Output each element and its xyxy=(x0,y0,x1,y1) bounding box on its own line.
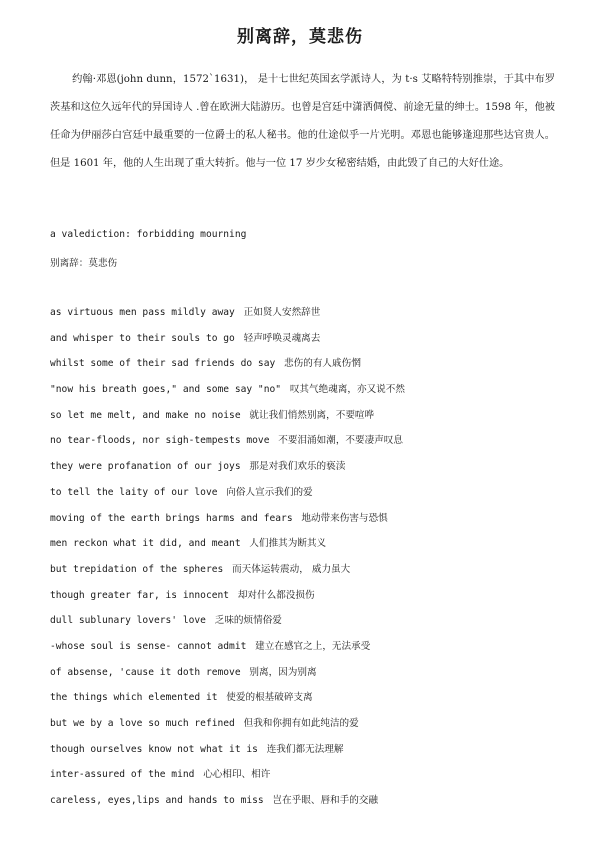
poem-title-chinese: 别离辞：莫悲伤 xyxy=(50,258,118,269)
poem-line-chinese: 而天体运转震动， 威力虽大 xyxy=(232,563,351,575)
poem-line-english: "now his breath goes," and some say "no" xyxy=(50,384,282,396)
poem-line xyxy=(50,486,570,512)
poem-line-english: -whose soul is sense- cannot admit xyxy=(50,640,247,652)
poem-line xyxy=(50,537,570,563)
poem-line-chinese: 别离，因为别离 xyxy=(249,666,317,678)
poem-line-english: but we by a love so much refined xyxy=(50,718,235,729)
poem-line-chinese: 乏味的烦情俗爱 xyxy=(214,615,282,627)
poem-line-english: they were profanation of our joys xyxy=(50,461,241,473)
poem-line-english: so let me melt, and make no noise xyxy=(50,409,241,421)
poem-line-english: inter-assured of the mind xyxy=(50,769,195,781)
poem-line xyxy=(50,357,570,383)
poem-line-english: and whisper to their souls to go xyxy=(50,332,235,344)
poem-line xyxy=(50,563,570,589)
poem-line-chinese: 使爱的根基破碎支离 xyxy=(226,692,313,704)
poem-line-chinese: 不要泪涌如潮，不要凄声叹息 xyxy=(278,435,403,447)
poem-line xyxy=(50,691,570,717)
poem-line-chinese: 岂在乎眼、唇和手的交融 xyxy=(272,795,379,807)
poem-line-chinese: 地动带来伤害与恐惧 xyxy=(301,512,388,524)
poem-line xyxy=(50,589,570,615)
poem-line-english: moving of the earth brings harms and fears xyxy=(50,512,293,524)
poem-line-english: to tell the laity of our love xyxy=(50,486,218,498)
poem-line xyxy=(50,512,570,538)
poem-line-english: the things which elemented it xyxy=(50,692,218,704)
page-title: 别离辞，莫悲伤 xyxy=(237,27,363,47)
poem-line-chinese: 悲伤的有人戚伤惘 xyxy=(284,358,361,370)
poem-line-chinese: 人们推其为断其义 xyxy=(249,538,327,550)
poem-line-chinese: 就让我们悄然别离，不要喧哗 xyxy=(249,409,375,421)
poem-line xyxy=(50,666,570,692)
poem-line-english: careless, eyes,lips and hands to miss xyxy=(50,795,264,807)
poem-line xyxy=(50,434,570,460)
poem-line-chinese: 连我们都无法理解 xyxy=(266,743,344,755)
poem-line-chinese: 建立在感官之上，无法承受 xyxy=(255,640,371,652)
poem-line-chinese: 向俗人宣示我们的爱 xyxy=(226,486,313,498)
poem-line-english: of absense, 'cause it doth remove xyxy=(50,666,241,678)
poem-line xyxy=(50,460,570,486)
poem-line-english: dull sublunary lovers' love xyxy=(50,615,206,627)
poem-line xyxy=(50,794,570,820)
poem-lines xyxy=(50,306,570,820)
poem-line xyxy=(50,332,570,358)
intro-text: 约翰·邓恩(john dunn，1572`1631)， 是十七世纪英国玄学派诗人，为 t·s 艾略特特别推崇，于其中布罗茨基和这位久远年代的异国诗人 .曾在欧洲大陆游历。也曾是宫廷中潇洒倜傥、前途无量的绅士。1598 年，他被任命为伊丽莎白宫廷中最重要的一位爵士的私人秘书。他的仕途似乎一片光明。邓恩也能够逢迎那些达官贵人。但是 1601 年，他的人生出现了重大转折。他与一位 17 岁少女秘密结婚，由此毁了自己的大好仕途。 xyxy=(50,74,555,169)
poem-line-chinese: 心心相印、相许 xyxy=(203,769,271,781)
poem-line-chinese: 正如贤人安然辞世 xyxy=(243,307,321,318)
poem-line-english: though greater far, is innocent xyxy=(50,589,230,601)
poem-line-chinese: 叹其气绝魂离，亦又说不然 xyxy=(289,384,405,396)
poem-line-chinese: 那是对我们欢乐的亵渎 xyxy=(249,461,346,473)
poem-line-english: as virtuous men pass mildly away xyxy=(50,307,235,318)
poem-line-english: whilst some of their sad friends do say xyxy=(50,358,276,370)
poem-line-english: men reckon what it did, and meant xyxy=(50,538,241,550)
poem-line-english: no tear-floods, nor sigh-tempests move xyxy=(50,435,270,447)
poem-line xyxy=(50,743,570,769)
poem-line xyxy=(50,768,570,794)
poem-line xyxy=(50,614,570,640)
intro-paragraph xyxy=(50,66,555,178)
poem-line xyxy=(50,306,570,332)
poem-line xyxy=(50,409,570,435)
poem-line xyxy=(50,383,570,409)
poem-line xyxy=(50,640,570,666)
poem-line-chinese: 但我和你拥有如此纯洁的爱 xyxy=(243,718,359,729)
poem-line-chinese: 轻声呼唤灵魂离去 xyxy=(243,332,321,344)
poem-title-english: a valediction: forbidding mourning xyxy=(50,229,247,240)
poem-line-english: but trepidation of the spheres xyxy=(50,563,224,575)
poem-line-chinese: 却对什么都没损伤 xyxy=(237,589,315,601)
poem-line xyxy=(50,717,570,743)
poem-line-english: though ourselves know not what it is xyxy=(50,743,258,755)
